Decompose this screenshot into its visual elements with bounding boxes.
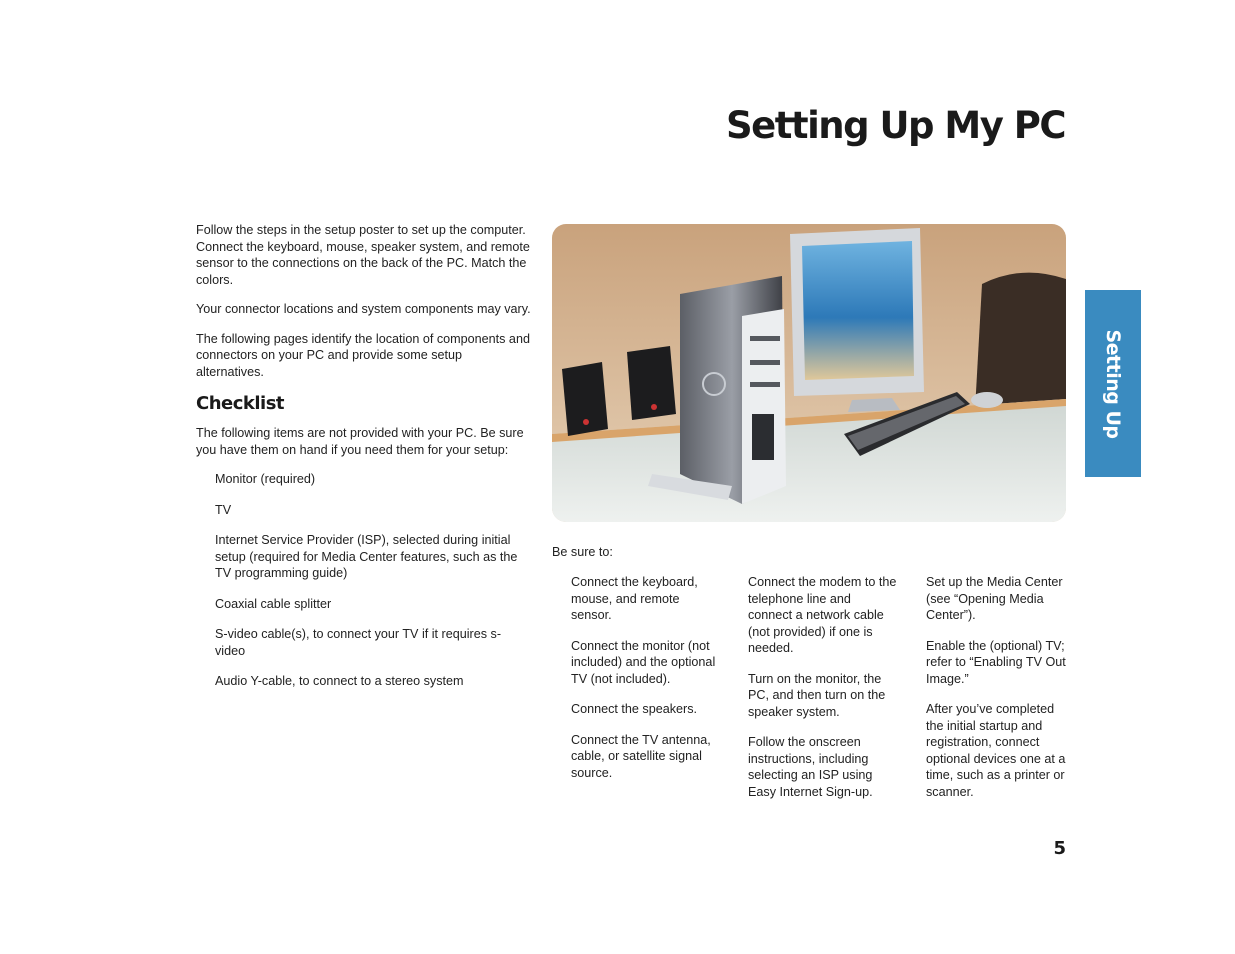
step-item: Connect the speakers. [571,702,698,716]
intro-paragraph: Follow the steps in the setup poster to set up the computer. Connect the keyboard, mouse, speaker system, and remote sensor to the connections on the back of the PC. Match the colors. [196,223,530,287]
steps-column-3 [926,574,1068,814]
step-item: Connect the monitor (not included) and the optional TV (not included). [571,638,716,686]
pc-tower [680,276,786,504]
speaker-right [627,346,676,420]
step-item: Set up the Media Center (see “Opening Media Center”). [926,575,1063,622]
page-number: 5 [1053,838,1066,859]
step-item: Enable the (optional) TV; refer to “Enabling TV Out Image.” [926,638,1066,686]
section-tab-label: Setting Up [1102,328,1124,439]
step-item: Connect the TV antenna, cable, or satellite signal source. [571,732,711,780]
checklist-item: Coaxial cable splitter [215,596,332,611]
checklist-item: S-video cable(s), to connect your TV if it requires s-video [215,627,502,658]
step-item: Follow the onscreen instructions, including selecting an ISP using Easy Internet Sign-up. [748,735,873,799]
intro-paragraph: The following pages identify the location of components and connectors on your PC and provide some setup alternatives. [196,331,530,379]
intro-column [196,222,531,704]
checklist-item: Internet Service Provider (ISP), selected during initial setup (required for Media Center features, such as the TV programming guide) [215,533,518,580]
checklist-item: Audio Y-cable, to connect to a stereo system [215,674,464,688]
steps-column-2 [748,574,898,814]
checklist-item: Monitor (required) [215,472,316,486]
checklist-heading: Checklist [196,393,285,414]
checklist-intro: The following items are not provided with your PC. Be sure you have them on hand if you need them for your setup: [196,426,524,457]
mouse [971,392,1003,408]
intro-paragraph: Your connector locations and system components may vary. [196,302,531,316]
step-item: Connect the modem to the telephone line and connect a network cable (not provided) if one is needed. [748,575,897,655]
be-sure-label: Be sure to: [552,545,613,559]
page-title: Setting Up My PC [725,104,1065,147]
speaker-left [562,362,608,436]
step-item: After you’ve completed the initial startup and registration, connect optional devices one at a time, such as a printer or scanner. [926,702,1066,799]
step-item: Turn on the monitor, the PC, and then turn on the speaker system. [748,671,886,719]
checklist-item: TV [215,502,232,517]
checklist-list [196,471,531,690]
monitor [790,228,924,412]
pc-setup-illustration [552,224,1066,522]
section-tab [1085,290,1141,477]
step-item: Connect the keyboard, mouse, and remote sensor. [571,575,698,622]
steps-column-1 [571,574,721,795]
pc-setup-photo [552,224,1066,522]
